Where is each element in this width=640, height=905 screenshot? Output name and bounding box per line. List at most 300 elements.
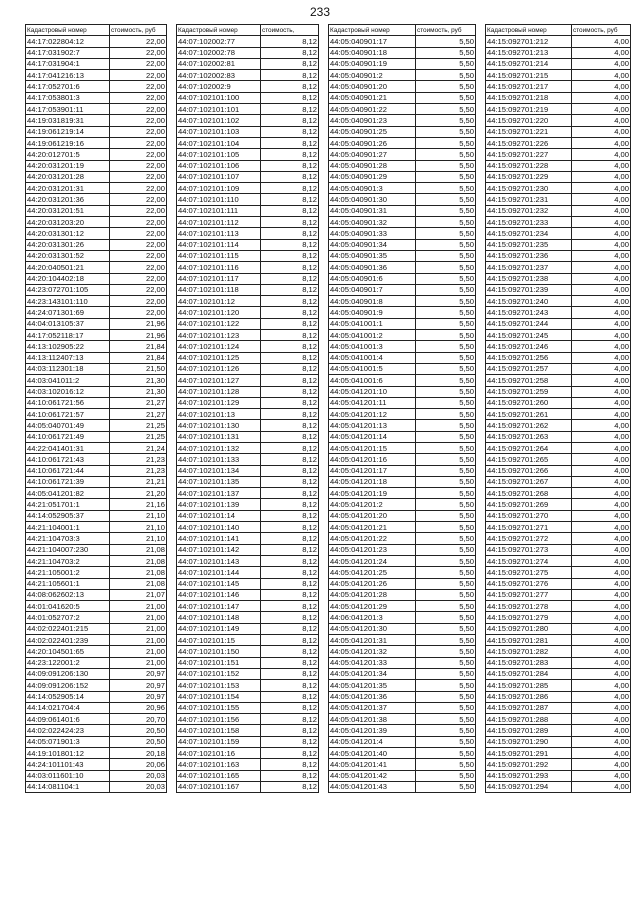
- cost-cell: 22,00: [110, 137, 167, 148]
- cadastral-number-cell: 44:05:041201:15: [329, 442, 416, 453]
- cost-cell: 22,00: [110, 273, 167, 284]
- cadastral-number-cell: 44:05:041201:26: [329, 578, 416, 589]
- cadastral-number-cell: 44:05:040901:31: [329, 205, 416, 216]
- cost-cell: 8,12: [261, 217, 319, 228]
- table-row: [486, 680, 631, 691]
- table-row: [329, 409, 476, 420]
- cost-cell: 21,08: [110, 544, 167, 555]
- table-row: [329, 104, 476, 115]
- table-row: [329, 612, 476, 623]
- cadastral-number-cell: 44:15:092701:232: [486, 205, 572, 216]
- table-row: [177, 330, 319, 341]
- cost-cell: 4,00: [572, 386, 631, 397]
- table-row: [177, 250, 319, 261]
- header-cadastral-number: Кадастровый номер: [486, 25, 572, 36]
- cost-cell: 21,00: [110, 623, 167, 634]
- cost-cell: 8,12: [261, 420, 319, 431]
- cost-cell: 4,00: [572, 578, 631, 589]
- cost-cell: 8,12: [261, 183, 319, 194]
- cadastral-number-cell: 44:05:041201:2: [329, 499, 416, 510]
- cadastral-number-cell: 44:15:092701:217: [486, 81, 572, 92]
- table-row: [486, 725, 631, 736]
- cadastral-number-cell: 44:07:102101:146: [177, 589, 261, 600]
- cadastral-number-cell: 44:15:092701:294: [486, 781, 572, 792]
- cadastral-number-cell: 44:15:092701:258: [486, 375, 572, 386]
- cost-cell: 8,12: [261, 770, 319, 781]
- cost-cell: 5,50: [416, 250, 476, 261]
- table-row: [26, 307, 167, 318]
- cadastral-number-cell: 44:07:102101:123: [177, 330, 261, 341]
- cadastral-number-cell: 44:07:102101:143: [177, 555, 261, 566]
- table-row: [486, 217, 631, 228]
- cadastral-number-cell: 44:05:041201:18: [329, 476, 416, 487]
- cadastral-number-cell: 44:07:102002:81: [177, 58, 261, 69]
- table-row: [177, 431, 319, 442]
- cadastral-number-cell: 44:05:041201:34: [329, 668, 416, 679]
- table-row: [486, 92, 631, 103]
- table-row: [26, 567, 167, 578]
- cost-cell: 8,12: [261, 363, 319, 374]
- table-row: [26, 115, 167, 126]
- table-row: [486, 194, 631, 205]
- table-row: [329, 273, 476, 284]
- cadastral-number-cell: 44:05:040701:49: [26, 420, 110, 431]
- cost-cell: 4,00: [572, 589, 631, 600]
- table-header-row: [26, 25, 167, 36]
- cadastral-table-3: [328, 24, 476, 793]
- table-row: [329, 318, 476, 329]
- table-row: [329, 702, 476, 713]
- cost-cell: 4,00: [572, 476, 631, 487]
- cadastral-number-cell: 44:07:102101:15: [177, 635, 261, 646]
- table-row: [486, 759, 631, 770]
- cadastral-number-cell: 44:05:040901:8: [329, 296, 416, 307]
- table-row: [26, 748, 167, 759]
- cost-cell: 5,50: [416, 601, 476, 612]
- table-row: [486, 578, 631, 589]
- table-row: [177, 646, 319, 657]
- cadastral-number-cell: 44:05:040901:34: [329, 239, 416, 250]
- table-row: [177, 126, 319, 137]
- table-row: [26, 171, 167, 182]
- table-row: [177, 284, 319, 295]
- table-row: [486, 510, 631, 521]
- cadastral-number-cell: 44:15:092701:245: [486, 330, 572, 341]
- cadastral-number-cell: 44:07:102101:145: [177, 578, 261, 589]
- cost-cell: 4,00: [572, 736, 631, 747]
- table-row: [329, 92, 476, 103]
- cost-cell: 8,12: [261, 58, 319, 69]
- table-row: [26, 386, 167, 397]
- cost-cell: 8,12: [261, 725, 319, 736]
- cost-cell: 8,12: [261, 657, 319, 668]
- cost-cell: 8,12: [261, 499, 319, 510]
- cadastral-number-cell: 44:15:092701:256: [486, 352, 572, 363]
- table-row: [329, 375, 476, 386]
- cost-cell: 22,00: [110, 36, 167, 47]
- cadastral-number-cell: 44:07:102101:112: [177, 217, 261, 228]
- cost-cell: 8,12: [261, 341, 319, 352]
- cost-cell: 4,00: [572, 488, 631, 499]
- cost-cell: 5,50: [416, 759, 476, 770]
- cost-cell: 22,00: [110, 250, 167, 261]
- cadastral-table-1: [25, 24, 167, 793]
- cadastral-number-cell: 44:05:041201:10: [329, 386, 416, 397]
- cost-cell: 8,12: [261, 375, 319, 386]
- table-row: [26, 465, 167, 476]
- cadastral-number-cell: 44:05:041201:31: [329, 635, 416, 646]
- table-row: [329, 759, 476, 770]
- cadastral-number-cell: 44:15:092701:213: [486, 47, 572, 58]
- cadastral-number-cell: 44:07:102101:132: [177, 442, 261, 453]
- cadastral-number-cell: 44:15:092701:244: [486, 318, 572, 329]
- cost-cell: 4,00: [572, 330, 631, 341]
- cadastral-number-cell: 44:07:102101:131: [177, 431, 261, 442]
- cost-cell: 4,00: [572, 759, 631, 770]
- table-row: [26, 725, 167, 736]
- cost-cell: 8,12: [261, 635, 319, 646]
- cost-cell: 4,00: [572, 499, 631, 510]
- cost-cell: 5,50: [416, 635, 476, 646]
- table-row: [26, 205, 167, 216]
- cost-cell: 5,50: [416, 397, 476, 408]
- cadastral-number-cell: 44:09:061401:6: [26, 714, 110, 725]
- cadastral-number-cell: 44:07:102101:150: [177, 646, 261, 657]
- table-row: [26, 363, 167, 374]
- table-row: [486, 228, 631, 239]
- cadastral-number-cell: 44:07:102101:133: [177, 454, 261, 465]
- cost-cell: 4,00: [572, 510, 631, 521]
- cost-cell: 5,50: [416, 555, 476, 566]
- cadastral-number-cell: 44:07:102002:78: [177, 47, 261, 58]
- table-row: [486, 262, 631, 273]
- cadastral-number-cell: 44:20:012701:5: [26, 149, 110, 160]
- cadastral-number-cell: 44:17:022804:12: [26, 36, 110, 47]
- cadastral-number-cell: 44:15:092701:278: [486, 601, 572, 612]
- cost-cell: 21,23: [110, 465, 167, 476]
- table-row: [26, 714, 167, 725]
- header-cost: стоимость, руб: [416, 25, 476, 36]
- table-row: [177, 397, 319, 408]
- cost-cell: 20,50: [110, 736, 167, 747]
- table-row: [177, 137, 319, 148]
- cost-cell: 8,12: [261, 81, 319, 92]
- table-row: [329, 748, 476, 759]
- table-row: [329, 171, 476, 182]
- table-row: [26, 668, 167, 679]
- cadastral-number-cell: 44:07:102101:153: [177, 680, 261, 691]
- cadastral-number-cell: 44:05:040901:9: [329, 307, 416, 318]
- cost-cell: 8,12: [261, 567, 319, 578]
- cadastral-number-cell: 44:05:041001:6: [329, 375, 416, 386]
- cost-cell: 5,50: [416, 307, 476, 318]
- cost-cell: 8,12: [261, 781, 319, 792]
- cadastral-number-cell: 44:17:031904:1: [26, 58, 110, 69]
- cadastral-number-cell: 44:05:040901:35: [329, 250, 416, 261]
- table-row: [26, 375, 167, 386]
- cadastral-number-cell: 44:05:041001:4: [329, 352, 416, 363]
- table-row: [486, 284, 631, 295]
- table-row: [486, 601, 631, 612]
- cost-cell: 5,50: [416, 58, 476, 69]
- cadastral-number-cell: 44:05:041201:32: [329, 646, 416, 657]
- cadastral-number-cell: 44:05:040901:2: [329, 70, 416, 81]
- cost-cell: 4,00: [572, 239, 631, 250]
- cost-cell: 5,50: [416, 646, 476, 657]
- cost-cell: 22,00: [110, 307, 167, 318]
- cadastral-number-cell: 44:21:051701:1: [26, 499, 110, 510]
- table-row: [177, 612, 319, 623]
- table-row: [329, 691, 476, 702]
- table-row: [486, 770, 631, 781]
- cost-cell: 4,00: [572, 431, 631, 442]
- table-row: [177, 409, 319, 420]
- cost-cell: 22,00: [110, 149, 167, 160]
- cost-cell: 4,00: [572, 149, 631, 160]
- cadastral-number-cell: 44:07:102101:163: [177, 759, 261, 770]
- table-row: [329, 341, 476, 352]
- cost-cell: 5,50: [416, 465, 476, 476]
- cost-cell: 22,00: [110, 104, 167, 115]
- table-header-row: [329, 25, 476, 36]
- cadastral-number-cell: 44:07:102101:152: [177, 668, 261, 679]
- table-row: [26, 522, 167, 533]
- cadastral-number-cell: 44:05:041201:30: [329, 623, 416, 634]
- cadastral-number-cell: 44:05:040901:30: [329, 194, 416, 205]
- cost-cell: 4,00: [572, 115, 631, 126]
- table-row: [26, 612, 167, 623]
- table-row: [486, 149, 631, 160]
- table-row: [26, 499, 167, 510]
- cost-cell: 8,12: [261, 465, 319, 476]
- table-row: [329, 205, 476, 216]
- table-row: [26, 296, 167, 307]
- table-row: [177, 736, 319, 747]
- cadastral-number-cell: 44:05:041201:36: [329, 691, 416, 702]
- table-row: [329, 725, 476, 736]
- cost-cell: 8,12: [261, 330, 319, 341]
- cadastral-number-cell: 44:07:102101:151: [177, 657, 261, 668]
- cadastral-number-cell: 44:07:102101:116: [177, 262, 261, 273]
- cadastral-number-cell: 44:07:102101:148: [177, 612, 261, 623]
- cadastral-number-cell: 44:05:041201:19: [329, 488, 416, 499]
- table-row: [486, 488, 631, 499]
- table-row: [177, 47, 319, 58]
- table-row: [177, 194, 319, 205]
- table-row: [486, 714, 631, 725]
- cost-cell: 8,12: [261, 250, 319, 261]
- table-row: [177, 375, 319, 386]
- table-row: [177, 759, 319, 770]
- table-row: [329, 476, 476, 487]
- cadastral-number-cell: 44:05:040901:29: [329, 171, 416, 182]
- cost-cell: 4,00: [572, 668, 631, 679]
- cost-cell: 22,00: [110, 183, 167, 194]
- table-row: [486, 420, 631, 431]
- cadastral-number-cell: 44:15:092701:273: [486, 544, 572, 555]
- cost-cell: 8,12: [261, 160, 319, 171]
- cadastral-number-cell: 44:15:092701:219: [486, 104, 572, 115]
- cost-cell: 8,12: [261, 601, 319, 612]
- table-row: [26, 646, 167, 657]
- cadastral-number-cell: 44:02:022401:239: [26, 635, 110, 646]
- cost-cell: 4,00: [572, 465, 631, 476]
- cadastral-number-cell: 44:19:101801:12: [26, 748, 110, 759]
- cadastral-number-cell: 44:07:102101:159: [177, 736, 261, 747]
- cadastral-number-cell: 44:15:092701:272: [486, 533, 572, 544]
- table-row: [486, 81, 631, 92]
- cadastral-number-cell: 44:15:092701:269: [486, 499, 572, 510]
- table-row: [177, 657, 319, 668]
- cost-cell: 22,00: [110, 194, 167, 205]
- table-row: [329, 228, 476, 239]
- table-row: [177, 70, 319, 81]
- cadastral-number-cell: 44:20:031201:28: [26, 171, 110, 182]
- table-row: [26, 92, 167, 103]
- table-row: [329, 567, 476, 578]
- table-row: [177, 476, 319, 487]
- cadastral-number-cell: 44:05:040901:27: [329, 149, 416, 160]
- table-row: [26, 770, 167, 781]
- table-row: [26, 250, 167, 261]
- cost-cell: 5,50: [416, 228, 476, 239]
- cost-cell: 8,12: [261, 284, 319, 295]
- table-row: [486, 691, 631, 702]
- cost-cell: 5,50: [416, 36, 476, 47]
- cost-cell: 4,00: [572, 612, 631, 623]
- table-row: [329, 137, 476, 148]
- cadastral-number-cell: 44:15:092701:287: [486, 702, 572, 713]
- cost-cell: 21,16: [110, 499, 167, 510]
- cost-cell: 21,25: [110, 431, 167, 442]
- table-row: [329, 510, 476, 521]
- cadastral-number-cell: 44:14:052905:37: [26, 510, 110, 521]
- cadastral-number-cell: 44:15:092701:230: [486, 183, 572, 194]
- cadastral-number-cell: 44:17:031902:7: [26, 47, 110, 58]
- cadastral-number-cell: 44:15:092701:268: [486, 488, 572, 499]
- table-row: [486, 104, 631, 115]
- table-row: [329, 81, 476, 92]
- table-row: [329, 296, 476, 307]
- table-row: [177, 578, 319, 589]
- table-row: [177, 363, 319, 374]
- cadastral-number-cell: 44:07:102101:12: [177, 296, 261, 307]
- cadastral-number-cell: 44:05:041201:23: [329, 544, 416, 555]
- cost-cell: 22,00: [110, 115, 167, 126]
- cost-cell: 4,00: [572, 47, 631, 58]
- cost-cell: 4,00: [572, 623, 631, 634]
- table-row: [486, 748, 631, 759]
- cadastral-number-cell: 44:05:040901:28: [329, 160, 416, 171]
- table-row: [486, 341, 631, 352]
- table-row: [486, 409, 631, 420]
- cadastral-number-cell: 44:24:071301:69: [26, 307, 110, 318]
- table-row: [329, 714, 476, 725]
- cadastral-number-cell: 44:05:040901:36: [329, 262, 416, 273]
- cost-cell: 8,12: [261, 409, 319, 420]
- cost-cell: 8,12: [261, 397, 319, 408]
- cadastral-number-cell: 44:07:102101:167: [177, 781, 261, 792]
- cadastral-number-cell: 44:07:102101:140: [177, 522, 261, 533]
- cadastral-number-cell: 44:10:061721:44: [26, 465, 110, 476]
- table-row: [329, 160, 476, 171]
- cost-cell: 4,00: [572, 657, 631, 668]
- table-row: [177, 205, 319, 216]
- cadastral-number-cell: 44:07:102101:14: [177, 510, 261, 521]
- cadastral-number-cell: 44:20:031301:52: [26, 250, 110, 261]
- cost-cell: 8,12: [261, 476, 319, 487]
- cadastral-number-cell: 44:05:041201:24: [329, 555, 416, 566]
- table-row: [486, 567, 631, 578]
- cost-cell: 22,00: [110, 217, 167, 228]
- cadastral-number-cell: 44:05:041001:1: [329, 318, 416, 329]
- cadastral-number-cell: 44:22:041401:31: [26, 442, 110, 453]
- cost-cell: 5,50: [416, 522, 476, 533]
- cost-cell: 5,50: [416, 431, 476, 442]
- cost-cell: 5,50: [416, 284, 476, 295]
- cost-cell: 4,00: [572, 522, 631, 533]
- cost-cell: 5,50: [416, 104, 476, 115]
- cadastral-number-cell: 44:19:031819:31: [26, 115, 110, 126]
- cost-cell: 8,12: [261, 296, 319, 307]
- cost-cell: 4,00: [572, 58, 631, 69]
- table-row: [26, 578, 167, 589]
- cadastral-number-cell: 44:07:102101:158: [177, 725, 261, 736]
- cost-cell: 5,50: [416, 330, 476, 341]
- cadastral-number-cell: 44:15:092701:212: [486, 36, 572, 47]
- cost-cell: 8,12: [261, 239, 319, 250]
- cost-cell: 8,12: [261, 115, 319, 126]
- cadastral-number-cell: 44:05:040901:17: [329, 36, 416, 47]
- cadastral-number-cell: 44:05:041201:25: [329, 567, 416, 578]
- cost-cell: 4,00: [572, 555, 631, 566]
- cost-cell: 5,50: [416, 70, 476, 81]
- table-row: [486, 476, 631, 487]
- header-cost: стоимость, руб: [572, 25, 631, 36]
- cadastral-number-cell: 44:07:102101:128: [177, 386, 261, 397]
- cost-cell: 8,12: [261, 149, 319, 160]
- cost-cell: 8,12: [261, 533, 319, 544]
- cadastral-number-cell: 44:05:041201:4: [329, 736, 416, 747]
- table-row: [177, 352, 319, 363]
- cost-cell: 22,00: [110, 171, 167, 182]
- table-row: [486, 635, 631, 646]
- cadastral-number-cell: 44:07:102101:117: [177, 273, 261, 284]
- cost-cell: 21,25: [110, 420, 167, 431]
- table-row: [177, 454, 319, 465]
- cadastral-number-cell: 44:07:102101:103: [177, 126, 261, 137]
- cadastral-number-cell: 44:20:031201:36: [26, 194, 110, 205]
- table-row: [329, 386, 476, 397]
- cadastral-number-cell: 44:07:102101:124: [177, 341, 261, 352]
- table-row: [177, 770, 319, 781]
- cost-cell: 5,50: [416, 352, 476, 363]
- cadastral-number-cell: 44:07:102101:100: [177, 92, 261, 103]
- table-row: [26, 262, 167, 273]
- cost-cell: 8,12: [261, 228, 319, 239]
- cadastral-number-cell: 44:20:031201:51: [26, 205, 110, 216]
- table-row: [177, 183, 319, 194]
- cadastral-number-cell: 44:05:040901:20: [329, 81, 416, 92]
- cost-cell: 5,50: [416, 680, 476, 691]
- table-row: [329, 601, 476, 612]
- table-row: [26, 781, 167, 792]
- table-row: [329, 454, 476, 465]
- cadastral-number-cell: 44:05:040901:3: [329, 183, 416, 194]
- cadastral-number-cell: 44:15:092701:221: [486, 126, 572, 137]
- cost-cell: 5,50: [416, 668, 476, 679]
- table-row: [177, 748, 319, 759]
